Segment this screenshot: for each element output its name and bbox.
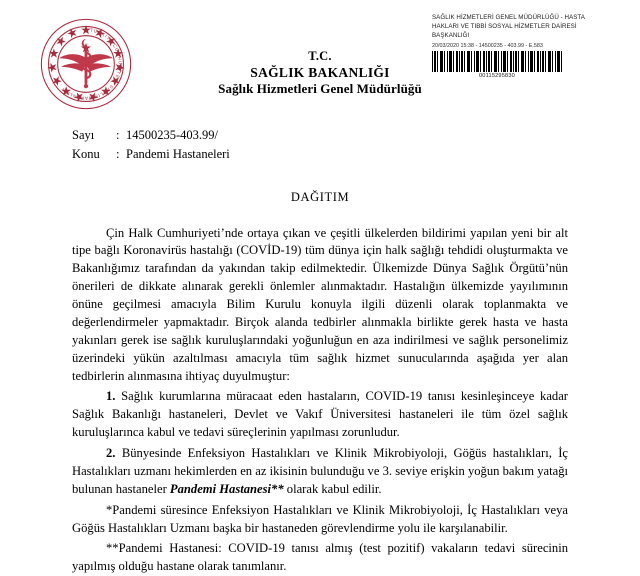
barcode-number: 00115295830: [432, 73, 562, 79]
barcode-meta-text: 20/03/2020 15:38 - 14500235 - 403.99 - E.583: [432, 42, 602, 50]
document-body: [72, 225, 568, 576]
body-item-2: [72, 445, 568, 499]
body-item-1: [72, 388, 568, 442]
konu-value: Pandemi Hastaneleri: [126, 145, 230, 164]
item-2-number: 2.: [106, 446, 115, 460]
distribution-heading: DAĞITIM: [0, 190, 640, 205]
svg-text:TÜRKİYE CUMHURİYETİ SAĞLIK BAK: TÜRKİYE CUMHURİYETİ SAĞLIK BAKANLIĞI: [60, 27, 123, 100]
konu-label: Konu: [72, 145, 116, 164]
sayi-colon: :: [116, 126, 126, 145]
body-footnote-1: *Pandemi süresince Enfeksiyon Hastalıkları ve Klinik Mikrobiyoloji, İç Hastalıkları veya Göğüs Hastalıkları Uzmanı başka bir hastaneden görevlendirme yolu ile karşılanabilir.: [72, 502, 568, 538]
barcode-image: [432, 51, 562, 72]
item-1-number: 1.: [106, 389, 115, 403]
document-header: [0, 0, 640, 118]
item-1-text: Sağlık kurumlarına müracaat eden hastaların, COVID-19 tanısı kesinleşinceye kadar Sağlık Bakanlığı hastaneleri, Devlet ve Vakıf Üniversitesi hastaneleri ile tüm özel sağlık kuruluşlarınca kabul ve tedavi süreçlerinin yapılması zorunludur.: [72, 389, 568, 439]
sayi-label: Sayı: [72, 126, 116, 145]
republic-label: T.C.: [0, 48, 640, 64]
item-2-text-before: Bünyesinde Enfeksiyon Hastalıkları ve Klinik Mikrobiyoloji, Göğüs hastalıkları, İç Hastalıkları uzmanı hekimlerden en az ikisinin bulunduğu ve 3. seviye erişkin yoğun bakım yatağı bulunan hastaneler: [72, 446, 568, 496]
item-2-text-after: olarak kabul edilir.: [284, 482, 382, 496]
reference-row-konu: [72, 145, 640, 164]
barcode-organization-text: SAĞLIK HİZMETLERİ GENEL MÜDÜRLÜĞÜ - HASTA HAKLARI VE TIBBİ SOSYAL HİZMETLER DAİRESİ BAŞKANLIĞI: [432, 14, 602, 41]
body-paragraph-1: Çin Halk Cumhuriyeti’nde ortaya çıkan ve çeşitli ülkelerden bildirimi yapılan yeni bir alt tipe bağlı Koronavirüs hastalığı (COVİD-19) tüm dünya için halk sağlığı tehdidi oluşturmakta ve Bakanlığımız tarafından da yakından takip edilmektedir. Ülkemizde Dünya Sağlık Örgütü’nün önerileri de dikkate alınarak gerekli önlemler alınmaktadır. Hastalığın ülkemizde yayılımının önüne geçilmesi amacıyla Bilim Kurulu konuyla ilgili düzenli olarak toplanmakta ve değerlendirmeler yapmaktadır. Birçok alanda tedbirler alınmakla birlikte gerek hasta ve hasta yakınları gerek ise sağlık kuruluşlarındaki yoğunluğun en aza indirilmesi ve sağlık personelimiz üzerindeki yükün azaltılması amacıyla tüm sağlık hizmet sunucularında aşağıda yer alan tedbirlerin alınmasına ihtiyaç duyulmuştur:: [72, 225, 568, 386]
ministry-name: SAĞLIK BAKANLIĞI: [0, 64, 640, 81]
directorate-name: Sağlık Hizmetleri Genel Müdürlüğü: [0, 81, 640, 98]
konu-colon: :: [116, 145, 126, 164]
item-2-emphasis-pandemi-hastanesi: Pandemi Hastanesi**: [170, 482, 284, 496]
reference-row-sayi: [72, 126, 640, 145]
sayi-value: 14500235-403.99/: [126, 126, 218, 145]
barcode-block: [432, 14, 602, 79]
body-footnote-2: **Pandemi Hastanesi: COVID-19 tanısı almış (test pozitif) vakaların tedavi sürecinin yapılmış olduğu hastane olarak tanımlanır.: [72, 540, 568, 576]
reference-block: [72, 126, 640, 164]
